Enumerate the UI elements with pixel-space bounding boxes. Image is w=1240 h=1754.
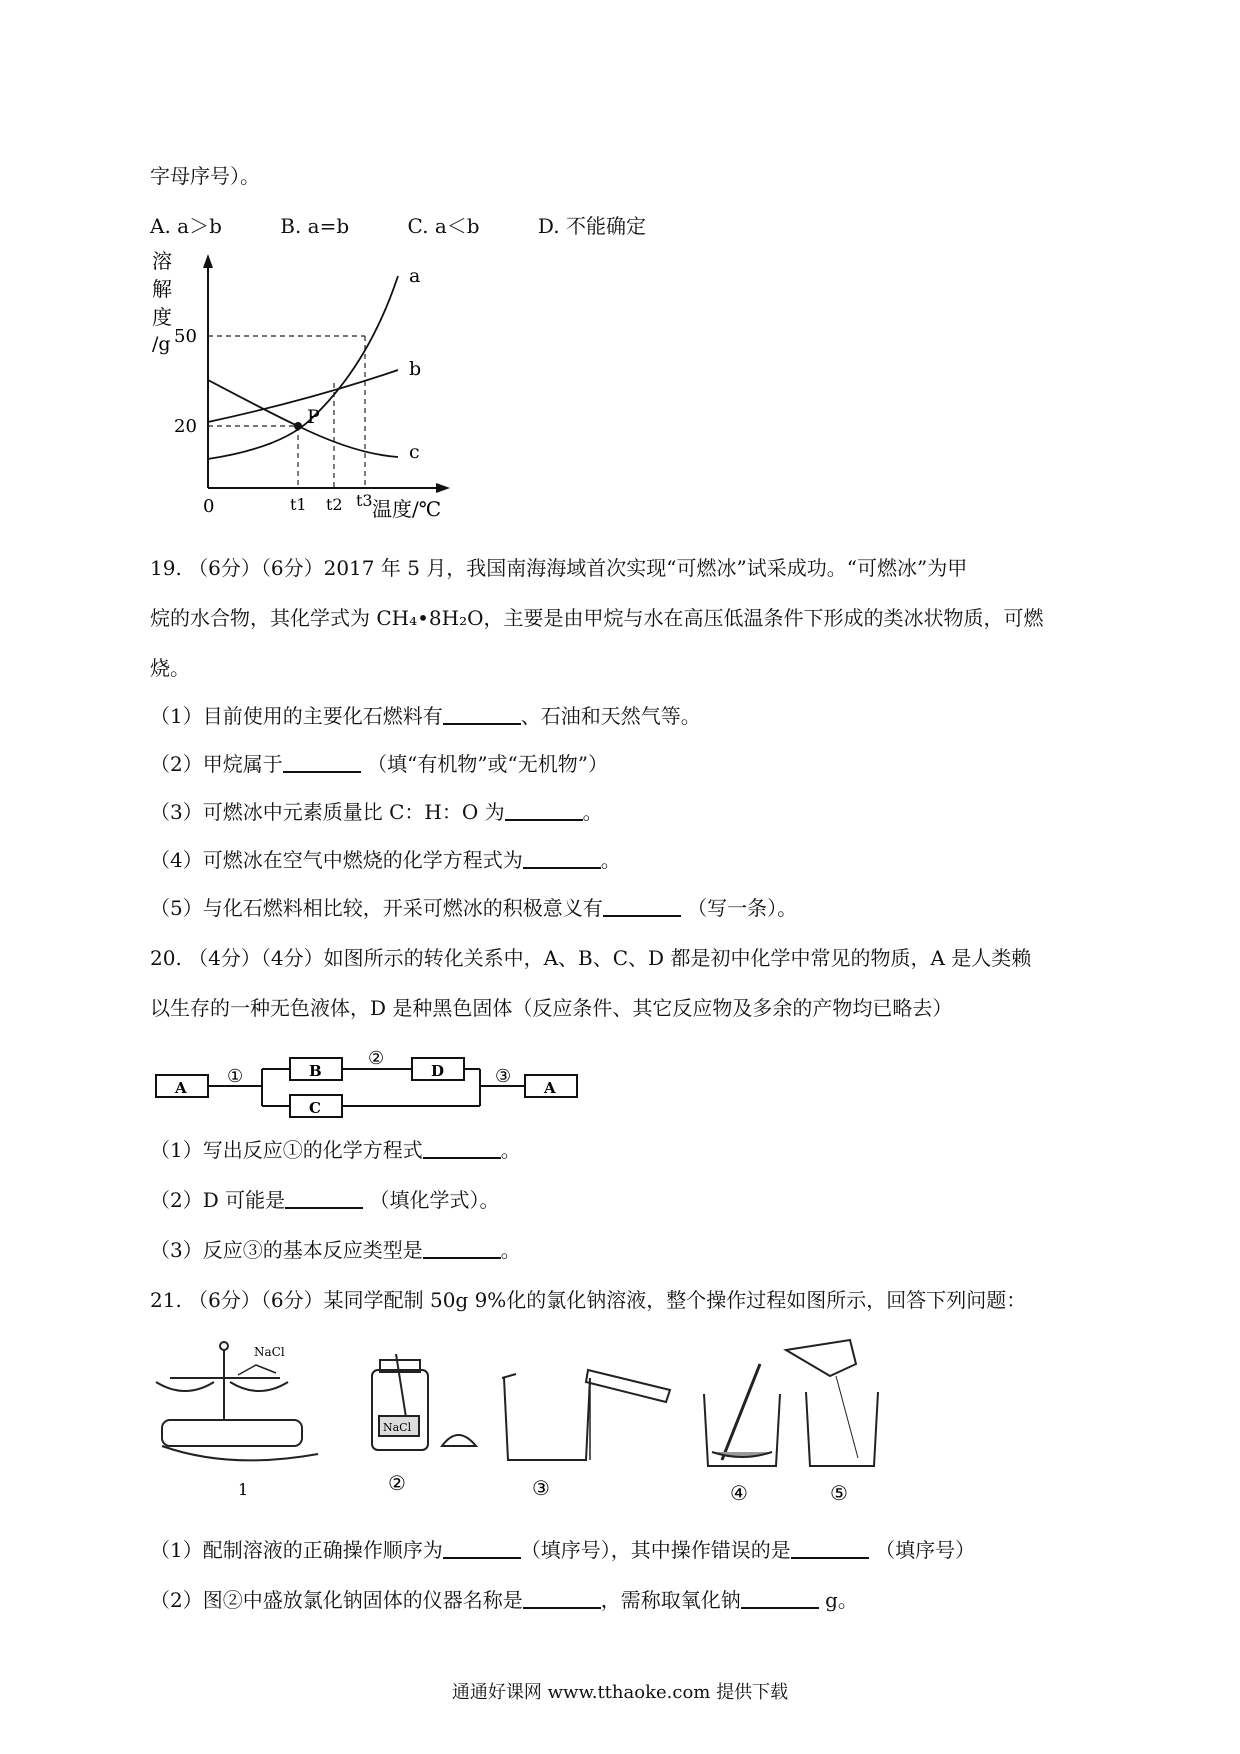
q20-intro-2: 以生存的一种无色液体，D 是种黑色固体（反应条件、其它反应物及多余的产物均已略去）	[150, 996, 953, 1020]
jar-label: NaCl	[383, 1421, 412, 1434]
ylabel-char: 度	[152, 305, 172, 329]
curve-c-label: c	[409, 441, 420, 463]
answer-blank[interactable]	[505, 801, 583, 821]
step-2-label: ②	[388, 1471, 406, 1495]
procedure-figure	[150, 1320, 890, 1510]
paper-pour-beaker	[786, 1340, 878, 1466]
x-axis-arrow	[436, 483, 450, 493]
answer-blank[interactable]	[741, 1589, 819, 1609]
q19-part-4: （4）可燃冰在空气中燃烧的化学方程式为 。	[150, 848, 621, 872]
step-3-label: ③	[532, 1476, 550, 1500]
q19-part-5: （5）与化石燃料相比较，开采可燃冰的积极意义有 （写一条）。	[150, 896, 798, 920]
q20-part-2: （2）D 可能是 （填化学式）。	[150, 1188, 500, 1212]
curve-a	[208, 276, 398, 459]
answer-blank[interactable]	[523, 1589, 601, 1609]
answer-blank[interactable]	[423, 1139, 501, 1159]
q21-part-2: （2）图②中盛放氯化钠固体的仪器名称是 ，需称取氧化钠 g。	[150, 1588, 858, 1612]
q20-part-1: （1）写出反应①的化学方程式 。	[150, 1138, 521, 1162]
curve-b	[208, 370, 398, 422]
box-a-end-label: A	[544, 1079, 556, 1097]
q18-options	[150, 210, 698, 239]
q19-part-2: （2）甲烷属于 （填“有机物”或“无机物”）	[150, 752, 608, 776]
option-b: B. a=b	[280, 214, 350, 238]
y-tick-50: 50	[174, 326, 197, 347]
conversion-diagram	[150, 1040, 590, 1120]
y-tick-20: 20	[174, 416, 197, 437]
reaction-3-label: ③	[495, 1066, 512, 1087]
box-c-label: C	[309, 1099, 321, 1117]
q21-part-1: （1）配制溶液的正确操作顺序为 （填序号），其中操作错误的是 （填序号）	[150, 1538, 976, 1562]
x-tick-t1: t1	[290, 495, 307, 514]
reaction-2-label: ②	[368, 1048, 385, 1069]
q19-intro-3: 烧。	[150, 656, 190, 680]
page-footer: 通通好课网 www.tthaoke.com 提供下载	[451, 1682, 789, 1703]
option-c: C. a＜b	[407, 214, 480, 238]
stirring-beaker	[704, 1364, 780, 1466]
step-1-label: 1	[238, 1480, 249, 1499]
q21-intro: 21. （6分）（6分）某同学配制 50g 9%化的氯化钠溶液，整个操作过程如图所示，回答下列问题：	[150, 1288, 1027, 1312]
q19-part-3: （3）可燃冰中元素质量比 C：H：O 为 。	[150, 800, 603, 824]
answer-blank[interactable]	[443, 705, 521, 725]
answer-blank[interactable]	[791, 1539, 869, 1559]
q19-intro-2: 烷的水合物，其化学式为 CH₄•8H₂O，主要是由甲烷与水在高压低温条件下形成的类冰状物质，可燃	[150, 606, 1044, 630]
ylabel-char: 解	[152, 277, 172, 301]
step-4-label: ④	[730, 1481, 748, 1505]
answer-blank[interactable]	[283, 753, 361, 773]
q20-intro-1: 20. （4分）（4分）如图所示的转化关系中，A、B、C、D 都是初中化学中常见的物质，A 是人类赖	[150, 946, 1032, 970]
box-b-label: B	[309, 1062, 322, 1080]
box-a-start-label: A	[175, 1079, 187, 1097]
x-tick-t3: t3	[356, 491, 373, 510]
x-tick-t2: t2	[326, 495, 343, 514]
option-d: D. 不能确定	[537, 214, 646, 238]
salt-label: NaCl	[254, 1345, 285, 1359]
solubility-chart	[140, 250, 460, 520]
ylabel-char: 溶	[152, 250, 172, 273]
balance-scale	[156, 1342, 318, 1460]
ylabel-char: /g	[152, 333, 171, 355]
intersection-point	[294, 422, 302, 430]
y-axis-arrow	[203, 254, 213, 268]
step-5-label: ⑤	[830, 1481, 848, 1505]
origin-label: 0	[203, 496, 215, 517]
q19-part-1: （1）目前使用的主要化石燃料有 、石油和天然气等。	[150, 704, 701, 728]
guide-lines	[208, 336, 365, 488]
curve-c	[208, 380, 398, 457]
pouring-beaker	[502, 1370, 670, 1460]
answer-blank[interactable]	[603, 897, 681, 917]
option-a: A. a＞b	[150, 214, 222, 238]
box-d-label: D	[431, 1062, 445, 1080]
point-label: P	[307, 406, 320, 428]
answer-blank[interactable]	[423, 1239, 501, 1259]
answer-blank[interactable]	[443, 1539, 521, 1559]
q19-intro-1: 19. （6分）（6分）2017 年 5 月，我国南海海域首次实现“可燃冰”试采成功。“可燃冰”为甲	[150, 556, 968, 580]
question-fragment: 字母序号）。	[150, 164, 260, 188]
answer-blank[interactable]	[285, 1189, 363, 1209]
curve-a-label: a	[409, 265, 421, 287]
reagent-jar	[372, 1354, 476, 1450]
xlabel: 温度/℃	[372, 497, 442, 520]
answer-blank[interactable]	[523, 849, 601, 869]
reaction-1-label: ①	[227, 1066, 244, 1087]
curve-b-label: b	[409, 358, 422, 380]
q20-part-3: （3）反应③的基本反应类型是 。	[150, 1238, 521, 1262]
